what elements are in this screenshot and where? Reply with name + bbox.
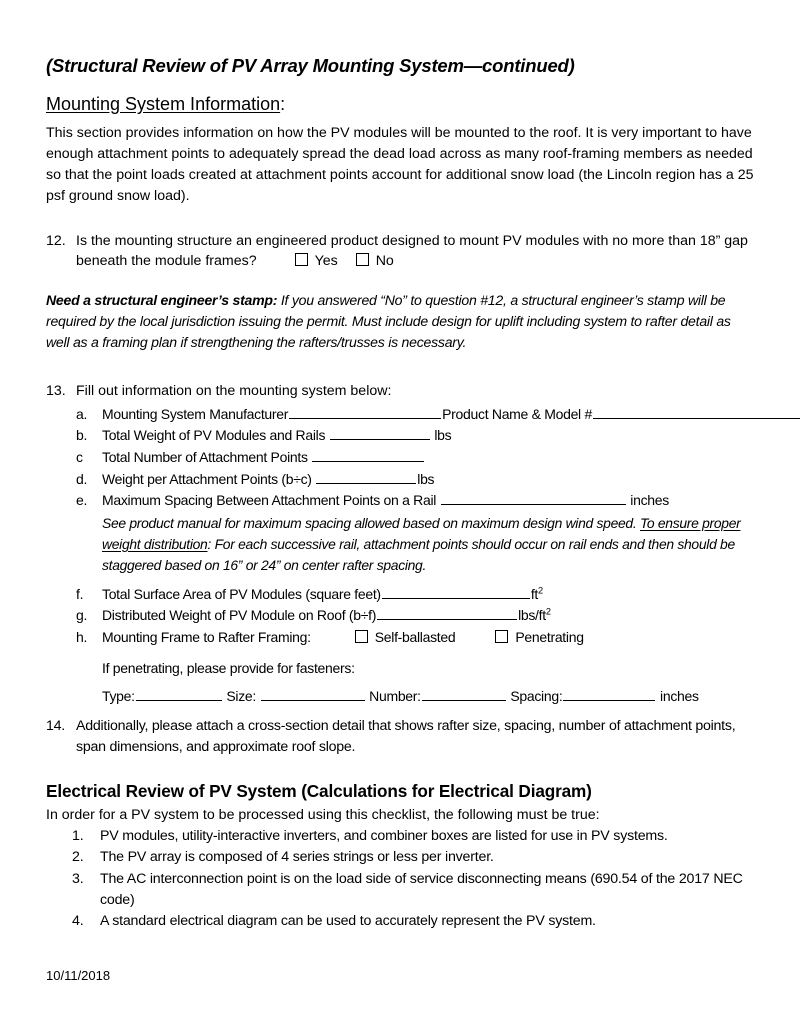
sub-item-e: [76, 490, 756, 512]
document-content: [46, 55, 756, 932]
sub-item-e-label: Maximum Spacing Between Attachment Points on a Rail: [102, 492, 437, 509]
mounting-intro-paragraph: This section provides information on how the PV modules will be mounted to the roof. It is very important to have enough attachment points to adequately spread the dead load across as many roof-framing members as needed so that the point loads created at attachment points account for additional snow load (the Lincoln region has a 25 psf ground snow load).: [46, 125, 754, 204]
sub-item-e-note-underlined: To ensure proper weight distribution: [102, 515, 741, 552]
sub-item-c-body: [102, 447, 756, 469]
input-weight-per-attachment-point[interactable]: [316, 470, 416, 484]
sub-item-h-body: [102, 627, 756, 649]
sub-item-g-unit-exponent: 2: [545, 606, 551, 617]
input-fastener-number[interactable]: [422, 688, 506, 702]
sub-item-e-unit: inches: [630, 492, 669, 509]
section-heading-mounting-system: [46, 94, 756, 115]
question-12-number: 12.: [46, 232, 66, 249]
question-13: [46, 381, 756, 402]
sub-item-e-note: [102, 513, 756, 576]
sub-item-d-label: Weight per Attachment Points (b÷c): [102, 470, 312, 487]
section-heading-text: Mounting System Information: [46, 94, 281, 114]
input-fastener-type[interactable]: [136, 688, 222, 702]
sub-item-a-label: Mounting System Manufacturer: [102, 405, 289, 422]
sub-item-f-body: [102, 584, 756, 606]
sub-item-g-unit: lbs/ft: [518, 607, 546, 624]
section-heading-electrical-review: Electrical Review of PV System (Calculations for Electrical Diagram): [46, 781, 592, 802]
sub-item-g-label: Distributed Weight of PV Module on Roof (b÷f): [102, 607, 377, 624]
sub-item-g-letter: g.: [76, 607, 88, 624]
sub-item-a-letter: a.: [76, 405, 88, 422]
label-fastener-number: Number:: [369, 688, 421, 705]
sub-item-e-note-part1: See product manual for maximum spacing allowed based on maximum design wind speed.: [102, 515, 640, 532]
stamp-note-lead: Need a structural engineer’s stamp:: [46, 291, 278, 308]
question-12-body: [76, 231, 756, 272]
question-13-sublist: [76, 404, 756, 708]
fasteners-fields: [102, 686, 756, 708]
electrical-list-item-number: 3.: [72, 870, 84, 887]
sub-item-f-label: Total Surface Area of PV Modules (square feet): [102, 585, 381, 602]
input-fastener-spacing[interactable]: [563, 688, 655, 702]
input-fastener-size[interactable]: [261, 688, 365, 702]
electrical-list-item-number: 1.: [72, 827, 84, 844]
electrical-list-item-number: 4.: [72, 913, 84, 930]
footer-date: 10/11/2018: [46, 968, 111, 983]
sub-item-c: [76, 447, 756, 469]
electrical-list-item: [46, 869, 756, 912]
question-13-number: 13.: [46, 383, 66, 400]
checkbox-penetrating[interactable]: [495, 630, 508, 643]
input-distributed-weight[interactable]: [377, 607, 517, 621]
electrical-intro: In order for a PV system to be processed using this checklist, the following must be true:: [46, 807, 600, 824]
label-q12-yes: Yes: [314, 253, 338, 270]
question-14-number: 14.: [46, 718, 65, 735]
question-14-text: Additionally, please attach a cross-section detail that shows rafter size, spacing, number of attachment points, span dimensions, and approximate roof slope.: [76, 718, 736, 755]
electrical-list-item-text: PV modules, utility-interactive inverters, and combiner boxes are listed for use in PV systems.: [100, 827, 668, 844]
electrical-requirements-list: [46, 826, 756, 932]
question-12-text: Is the mounting structure an engineered product designed to mount PV modules with no more than 18” gap beneath the module frames?: [76, 232, 748, 270]
checkbox-q12-no[interactable]: [356, 253, 369, 266]
section-heading-colon: :: [280, 94, 286, 114]
input-total-attachment-points[interactable]: [312, 448, 424, 462]
sub-item-f-unit: ft: [530, 585, 538, 602]
sub-item-f-unit-exponent: 2: [538, 585, 543, 596]
sub-item-g: [76, 605, 756, 627]
input-total-surface-area[interactable]: [382, 585, 530, 599]
sub-item-h: [76, 627, 756, 649]
electrical-list-item: [46, 911, 756, 932]
sub-item-b-body: [102, 425, 756, 447]
sub-item-f: [76, 584, 756, 606]
label-fastener-spacing: Spacing:: [510, 688, 563, 705]
fasteners-intro: If penetrating, please provide for fasteners:: [102, 659, 355, 676]
electrical-list-item: [46, 847, 756, 868]
electrical-list-item-text: The AC interconnection point is on the load side of service disconnecting means (690.54 of the 2017 NEC code): [100, 870, 743, 908]
checkbox-q12-yes[interactable]: [295, 253, 308, 266]
label-q12-no: No: [375, 253, 394, 270]
sub-item-h-letter: h.: [76, 629, 88, 646]
input-manufacturer[interactable]: [289, 405, 441, 419]
input-total-weight[interactable]: [330, 427, 430, 441]
input-maximum-spacing[interactable]: [441, 492, 626, 506]
label-fastener-size: Size:: [226, 688, 256, 705]
sub-item-e-letter: e.: [76, 492, 88, 509]
sub-item-d-body: [102, 469, 756, 491]
stamp-note-body: If you answered “No” to question #12, a structural engineer’s stamp will be required by the local jurisdiction issuing the permit. Must include design for uplift including system to rafter detail as well as a framing plan if strengthening the rafters/trusses is necessary.: [46, 291, 731, 350]
electrical-list-item-text: The PV array is composed of 4 series strings or less per inverter.: [100, 849, 494, 866]
sub-item-e-note-row: [76, 513, 756, 576]
electrical-list-item-text: A standard electrical diagram can be used to accurately represent the PV system.: [100, 913, 596, 930]
sub-item-e-body: [102, 490, 756, 512]
unit-fastener-spacing: inches: [660, 688, 699, 705]
question-13-text: Fill out information on the mounting system below:: [76, 383, 392, 400]
structural-engineer-stamp-note: [46, 290, 756, 353]
sub-item-b-unit: lbs: [434, 427, 452, 444]
sub-item-b-label: Total Weight of PV Modules and Rails: [102, 427, 326, 444]
label-self-ballasted: Self-ballasted: [374, 629, 456, 646]
sub-item-h-label: Mounting Frame to Rafter Framing:: [102, 629, 311, 646]
sub-item-d-unit: lbs: [417, 470, 435, 487]
label-penetrating: Penetrating: [515, 629, 584, 646]
fasteners-intro-row: [76, 658, 756, 680]
fasteners-fields-row: [76, 686, 756, 708]
electrical-list-item-number: 2.: [72, 849, 84, 866]
page-title: (Structural Review of PV Array Mounting System—continued): [46, 55, 575, 76]
sub-item-c-letter: c: [76, 449, 83, 466]
sub-item-g-body: [102, 605, 756, 627]
label-fastener-type: Type:: [102, 688, 135, 705]
sub-item-f-letter: f.: [76, 585, 84, 602]
sub-item-d: [76, 469, 756, 491]
checkbox-self-ballasted[interactable]: [355, 630, 368, 643]
sub-item-a-body: [102, 404, 800, 426]
sub-item-b-letter: b.: [76, 427, 88, 444]
sub-item-d-letter: d.: [76, 470, 88, 487]
sub-item-c-label: Total Number of Attachment Points: [102, 449, 308, 466]
electrical-list-item: [46, 826, 756, 847]
input-product-name-model[interactable]: [593, 405, 800, 419]
sub-item-a-label2: Product Name & Model #: [442, 405, 592, 422]
question-14: [46, 716, 756, 757]
sub-item-a: [76, 404, 756, 426]
question-12: [46, 231, 756, 272]
sub-item-e-note-part2: : For each successive rail, attachment points should occur on rail ends and then should be staggered based on 16” or 24” on center rafter spacing.: [102, 536, 735, 573]
sub-item-b: [76, 425, 756, 447]
